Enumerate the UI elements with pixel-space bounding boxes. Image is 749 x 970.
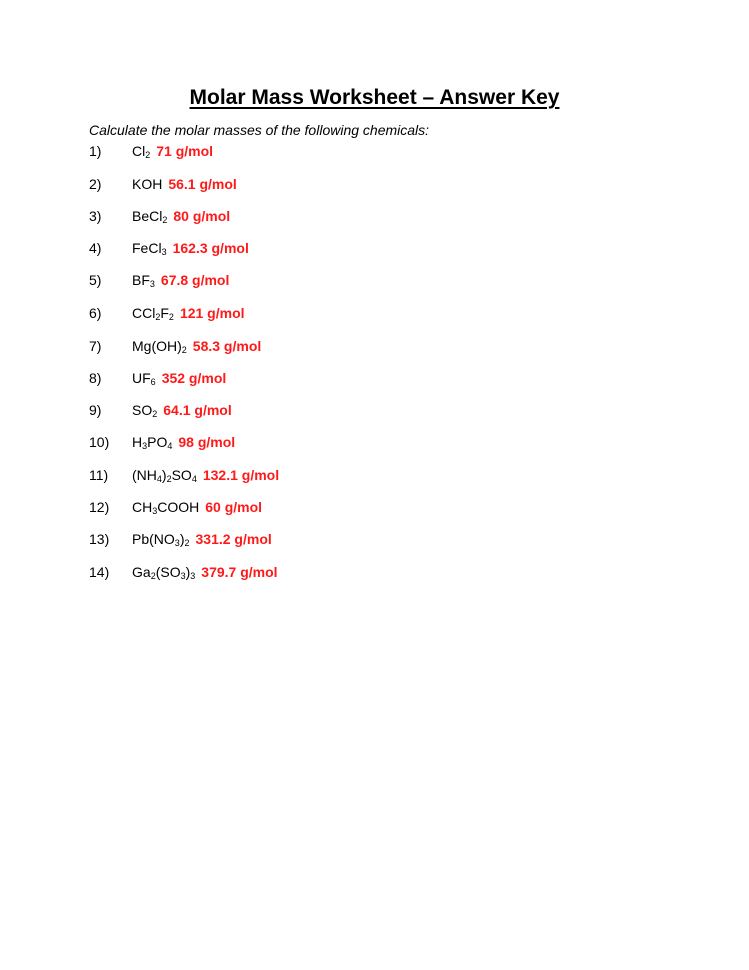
chemical-formula: [132, 467, 279, 483]
formula-subscript: 4: [156, 474, 162, 484]
formula-text: CCl: [132, 305, 156, 321]
problem-number: 2): [89, 176, 102, 192]
chemical-formula: [132, 176, 237, 192]
formula-text: SO: [132, 402, 153, 418]
formula-subscript: 4: [191, 474, 197, 484]
formula-text: ): [161, 467, 167, 483]
chemical-formula: [132, 272, 229, 288]
chemical-formula: [132, 240, 249, 256]
answer-value: 64.1 g/mol: [163, 402, 232, 418]
formula-text: BeCl: [132, 208, 163, 224]
formula-text: COOH: [157, 499, 200, 515]
formula-text: Mg(OH): [132, 338, 182, 354]
chemical-formula: [132, 434, 235, 450]
formula-subscript: 4: [167, 441, 173, 451]
formula-text: (SO: [155, 564, 181, 580]
chemical-formula: [132, 143, 213, 159]
formula-subscript: 3: [152, 506, 158, 516]
problem-number: 9): [89, 402, 102, 418]
formula-subscript: 3: [190, 571, 196, 581]
answer-value: 67.8 g/mol: [160, 272, 230, 288]
answer-value: 379.7 g/mol: [201, 564, 278, 580]
formula-subscript: 2: [168, 312, 174, 322]
formula-text: CH: [132, 499, 153, 515]
answer-value: 162.3 g/mol: [172, 240, 249, 256]
formula-text: KOH: [132, 176, 163, 192]
chemical-formula: [132, 338, 261, 354]
chemical-formula: [132, 499, 262, 515]
formula-text: PO: [147, 434, 168, 450]
chemical-formula: [132, 208, 230, 224]
answer-value: 71 g/mol: [156, 143, 214, 159]
formula-subscript: 3: [142, 441, 148, 451]
formula-subscript: 2: [152, 409, 158, 419]
answer-value: 121 g/mol: [179, 305, 245, 321]
instructions: Calculate the molar masses of the following chemicals:: [89, 122, 430, 138]
formula-text: Cl: [132, 143, 146, 159]
problem-number: 6): [89, 305, 102, 321]
formula-text: ): [185, 564, 191, 580]
formula-text: ): [179, 531, 185, 547]
answer-value: 132.1 g/mol: [202, 467, 280, 483]
problem-number: 5): [89, 272, 102, 288]
formula-subscript: 3: [180, 571, 186, 581]
formula-text: SO: [171, 467, 192, 483]
problem-number: 8): [89, 370, 102, 386]
formula-text: (NH: [132, 467, 157, 483]
formula-subscript: 3: [174, 538, 180, 548]
answer-value: 80 g/mol: [173, 208, 231, 224]
page-title: Molar Mass Worksheet – Answer Key: [189, 86, 560, 109]
formula-text: F: [160, 305, 169, 321]
formula-subscript: 2: [181, 345, 187, 355]
chemical-formula: [132, 531, 272, 547]
formula-subscript: 2: [162, 215, 168, 225]
problem-number: 3): [89, 208, 102, 224]
formula-subscript: 3: [149, 279, 155, 289]
problem-number: 10): [89, 434, 110, 450]
problem-number: 4): [89, 240, 102, 256]
formula-text: Pb(NO: [132, 531, 175, 547]
answer-value: 98 g/mol: [178, 434, 236, 450]
formula-text: FeCl: [132, 240, 162, 256]
formula-subscript: 2: [166, 474, 172, 484]
formula-subscript: 2: [155, 312, 161, 322]
chemical-formula: [132, 370, 226, 386]
formula-subscript: 2: [184, 538, 190, 548]
problem-number: 1): [89, 143, 102, 159]
chemical-formula: [132, 564, 278, 580]
problem-number: 13): [89, 531, 110, 547]
problem-number: 12): [89, 499, 110, 515]
formula-text: BF: [132, 272, 150, 288]
answer-value: 331.2 g/mol: [195, 531, 272, 547]
answer-value: 58.3 g/mol: [192, 338, 262, 354]
chemical-formula: [132, 402, 232, 418]
answer-value: 352 g/mol: [161, 370, 227, 386]
formula-text: UF: [132, 370, 151, 386]
problem-number: 7): [89, 338, 102, 354]
chemical-formula: [132, 305, 245, 321]
formula-text: H: [132, 434, 143, 450]
formula-subscript: 6: [150, 377, 156, 387]
formula-subscript: 2: [145, 150, 151, 160]
answer-value: 56.1 g/mol: [168, 176, 237, 192]
formula-subscript: 2: [150, 571, 156, 581]
problem-number: 14): [89, 564, 110, 580]
formula-text: Ga: [132, 564, 151, 580]
formula-subscript: 3: [161, 247, 167, 257]
answer-value: 60 g/mol: [205, 499, 263, 515]
problem-number: 11): [89, 467, 109, 483]
